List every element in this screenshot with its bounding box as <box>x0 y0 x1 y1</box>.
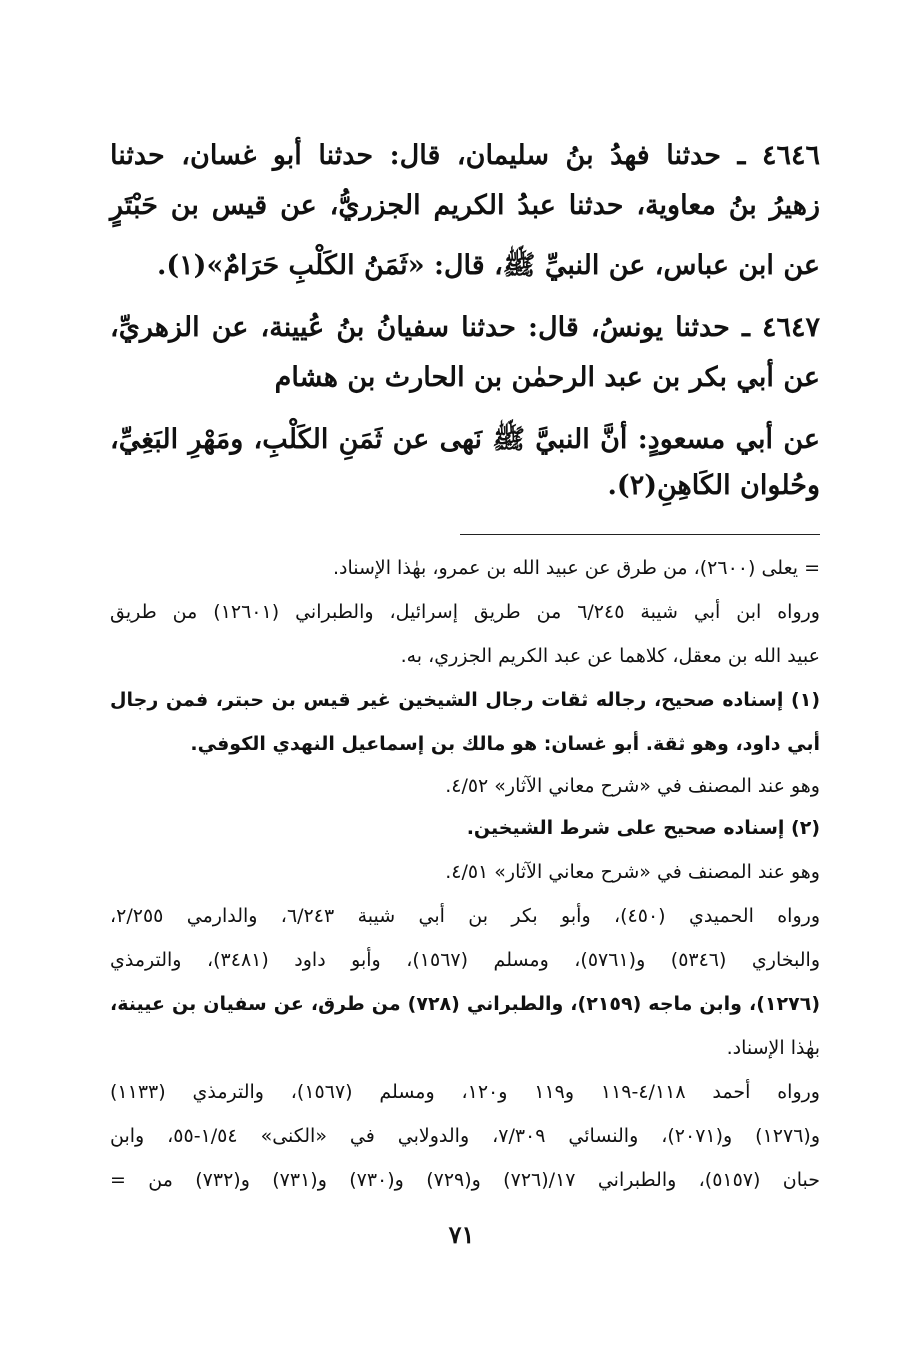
hadith-4646-line-1: ٤٦٤٦ ـ حدثنا فهدُ بنُ سليمان، قال: حدثنا أبو غسان، حدثنا <box>110 140 820 171</box>
footnote-2-line-3: ورواه الحميدي (٤٥٠)، وأبو بكر بن أبي شيبة ٦/٢٤٣، والدارمي ٢/٢٥٥، <box>110 905 820 927</box>
hadith-4646-line-3: عن ابن عباس، عن النبيِّ ﷺ، قال: «ثَمَنُ الكَلْبِ حَرَامٌ»(١). <box>156 250 820 281</box>
footnote-2-line-8: و(١٢٧٦) و(٢٠٧١)، والنسائي ٧/٣٠٩، والدولابي في «الكنى» ١/٥٤-٥٥، وابن <box>110 1125 820 1147</box>
footnote-2-line-1: (٢) إسناده صحيح على شرط الشيخين. <box>466 817 820 839</box>
footnote-2-line-7: ورواه أحمد ٤/١١٨-١١٩ و١١٩ و١٢٠، ومسلم (١٥٦٧)، والترمذي (١١٣٣) <box>110 1081 820 1103</box>
footnote-2-line-4: والبخاري (٥٣٤٦) و(٥٧٦١)، ومسلم (١٥٦٧)، وأبو داود (٣٤٨١)، والترمذي <box>110 949 821 971</box>
footnote-2-line-5: (١٢٧٦)، وابن ماجه (٢١٥٩)، والطبراني (٧٢٨) من طرق، عن سفيان بن عيينة، <box>110 993 820 1015</box>
footnote-1-line-1: (١) إسناده صحيح، رجاله ثقات رجال الشيخين غير قيس بن حبتر، فمن رجال <box>110 689 820 711</box>
page-number: ٧١ <box>448 1220 475 1249</box>
hadith-4646-line-2: زهيرُ بنُ معاوية، حدثنا عبدُ الكريم الجزريُّ، عن قيس بن حَبْتَرٍ <box>110 190 820 221</box>
footnote-2-line-6: بهٰذا الإسناد. <box>726 1037 820 1059</box>
footnote-1-line-3: وهو عند المصنف في «شرح معاني الآثار» ٤/٥٢. <box>445 775 820 797</box>
hadith-4647-line-1: ٤٦٤٧ ـ حدثنا يونسُ، قال: حدثنا سفيانُ بنُ عُيينة، عن الزهريِّ، <box>110 312 820 343</box>
hadith-4647-line-2: عن أبي بكر بن عبد الرحمٰن بن الحارث بن هشام <box>274 362 820 393</box>
footnote-2-line-9: حبان (٥١٥٧)، والطبراني ١٧/(٧٢٦) و(٧٢٩) و(٧٣٠) و(٧٣١) و(٧٣٢) من = <box>110 1169 820 1191</box>
footnote-continuation-line-1: = يعلى (٢٦٠٠)، من طرق عن عبيد الله بن عمرو، بهٰذا الإسناد. <box>332 557 820 579</box>
footnote-continuation-line-3: عبيد الله بن معقل، كلاهما عن عبد الكريم الجزري، به. <box>400 645 820 667</box>
footnote-continuation-line-2: ورواه ابن أبي شيبة ٦/٢٤٥ من طريق إسرائيل، والطبراني (١٢٦٠١) من طريق <box>110 601 820 623</box>
footnote-1-line-2: أبي داود، وهو ثقة. أبو غسان: هو مالك بن إسماعيل النهدي الكوفي. <box>190 733 820 755</box>
hadith-4647-line-4: وحُلوان الكَاهِنِ(٢). <box>607 470 820 501</box>
footnote-2-line-2: وهو عند المصنف في «شرح معاني الآثار» ٤/٥١. <box>445 861 820 883</box>
hadith-4647-line-3: عن أبي مسعودٍ: أنَّ النبيَّ ﷺ نَهى عن ثَمَنِ الكَلْبِ، ومَهْرِ البَغِيِّ، <box>110 424 820 455</box>
footnote-divider <box>460 534 820 535</box>
